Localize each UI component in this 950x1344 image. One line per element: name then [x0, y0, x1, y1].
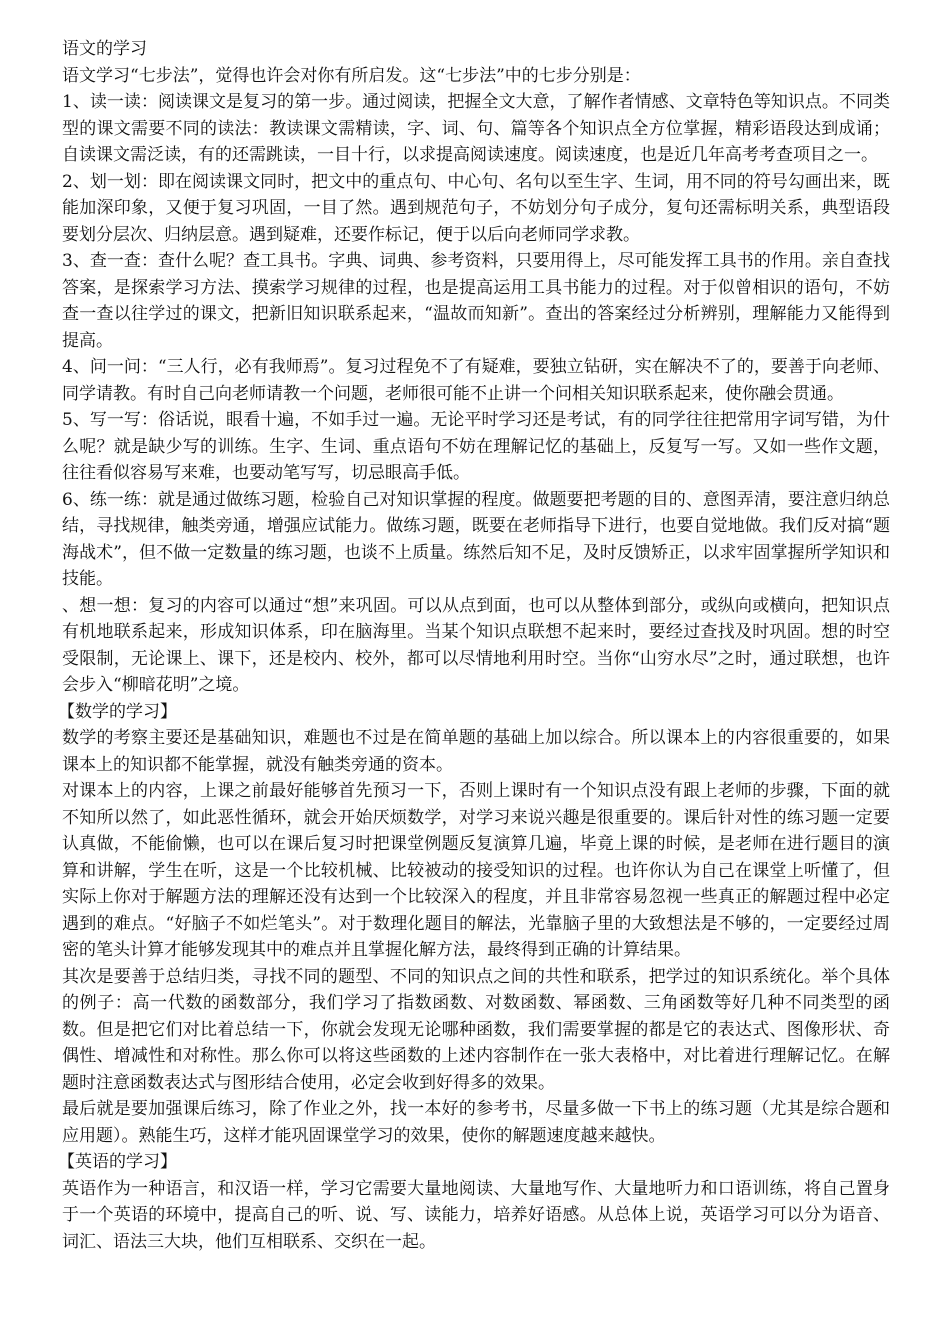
- step-lookup-paragraph: 3、查一查：查什么呢？查工具书。字典、词典、参考资料，只要用得上，尽可能发挥工具书的作用。亲自查找答案，是探索学习方法、摸索学习规律的过程，也是提高运用工具书能力的过程。对于似曾相识的语句，不妨查一查以往学过的课文，把新旧知识联系起来，“温故而知新”。查出的答案经过分析辨别，理解能力又能得到提高。: [62, 251, 890, 351]
- document-title: 语文的学习: [62, 39, 147, 59]
- math-section-heading: 【数学的学习】: [58, 701, 177, 722]
- math-paragraph: 对课本上的内容，上课之前最好能够首先预习一下，否则上课时有一个知识点没有跟上老师的步骤，下面的就不知所以然了，如此恶性循环，就会开始厌烦数学，对学习来说兴趣是很重要的。课后针对性的练习题一定要认真做，不能偷懒，也可以在课后复习时把课堂例题反复演算几遍，毕竟上课的时候，是老师在进行题目的演算和讲解，学生在听，这是一个比较机械、比较被动的接受知识的过程。也许你认为自己在课堂上听懂了，但实际上你对于解题方法的理解还没有达到一个比较深入的程度，并且非常容易忽视一些真正的解题过程中必定遇到的难点。“好脑子不如烂笔头”。对于数理化题目的解法，光靠脑子里的大致想法是不够的，一定要经过周密的笔头计算才能够发现其中的难点并且掌握化解方法，最终得到正确的计算结果。: [62, 781, 890, 960]
- document-page: [58, 36, 890, 1255]
- math-paragraph: 其次是要善于总结归类，寻找不同的题型、不同的知识点之间的共性和联系，把学过的知识系统化。举个具体的例子：高一代数的函数部分，我们学习了指数函数、对数函数、幂函数、三角函数等好几种不同类型的函数。但是把它们对比着总结一下，你就会发现无论哪种函数，我们需要掌握的都是它的表达式、图像形状、奇偶性、增减性和对称性。那么你可以将这些函数的上述内容制作在一张大表格中，对比着进行理解记忆。在解题时注意函数表达式与图形结合使用，必定会收到好得多的效果。: [62, 966, 890, 1093]
- math-paragraph: 最后就是要加强课后练习，除了作业之外，找一本好的参考书，尽量多做一下书上的练习题（尤其是综合题和应用题）。熟能生巧，这样才能巩固课堂学习的效果，使你的解题速度越来越快。: [62, 1099, 890, 1146]
- english-section-heading: 【英语的学习】: [58, 1152, 177, 1172]
- math-paragraph: 数学的考察主要还是基础知识，难题也不过是在简单题的基础上加以综合。所以课本上的内容很重要的，如果课本上的知识都不能掌握，就没有触类旁通的资本。: [62, 728, 890, 775]
- step-mark-paragraph: 2、划一划：即在阅读课文同时，把文中的重点句、中心句、名句以至生字、生词，用不同的符号勾画出来，既能加深印象，又便于复习巩固，一目了然。遇到规范句子，不妨划分句子成分，复句还需标明关系，典型语段要划分层次、归纳层意。遇到疑难，还要作标记，便于以后向老师同学求教。: [62, 171, 890, 245]
- step-ask-paragraph: 4、问一问：“三人行，必有我师焉”。复习过程免不了有疑难，要独立钻研，实在解决不了的，要善于向老师、同学请教。有时自己向老师请教一个问题，老师很可能不止讲一个问相关知识联系起来，使你融会贯通。: [62, 357, 890, 404]
- step-practice-paragraph: 6、练一练：就是通过做练习题，检验自己对知识掌握的程度。做题要把考题的目的、意图弄清，要注意归纳总结，寻找规律，触类旁通，增强应试能力。做练习题，既要在老师指导下进行，也要自觉地做。我们反对搞“题海战术”，但不做一定数量的练习题，也谈不上质量。练然后知不足，及时反馈矫正，以求牢固掌握所学知识和技能。: [62, 489, 890, 589]
- step-write-paragraph: 5、写一写：俗话说，眼看十遍，不如手过一遍。无论平时学习还是考试，有的同学往往把常用字词写错，为什么呢？就是缺少写的训练。生字、生词、重点语句不妨在理解记忆的基础上，反复写一写。又如一些作文题，往往看似容易写来难，也要动笔写写，切忌眼高手低。: [62, 410, 890, 483]
- step-read-paragraph: 1、读一读：阅读课文是复习的第一步。通过阅读，把握全文大意，了解作者情感、文章特色等知识点。不同类型的课文需要不同的读法：教读课文需精读，字、词、句、篇等各个知识点全方位掌握，精彩语段达到成诵；自读课文需泛读，有的还需跳读，一目十行，以求提高阅读速度。阅读速度，也是近几年高考考查项目之一。: [62, 92, 890, 165]
- english-paragraph: 英语作为一种语言，和汉语一样，学习它需要大量地阅读、大量地写作、大量地听力和口语训练，将自己置身于一个英语的环境中，提高自己的听、说、写、读能力，培养好语感。从总体上说，英语学习可以分为语音、词汇、语法三大块，他们互相联系、交织在一起。: [62, 1178, 890, 1252]
- step-think-paragraph: 、想一想：复习的内容可以通过“想”来巩固。可以从点到面，也可以从整体到部分，或纵向或横向，把知识点有机地联系起来，形成知识体系，印在脑海里。当某个知识点联想不起来时，要经过查找及时巩固。想的时空受限制，无论课上、课下，还是校内、校外，都可以尽情地利用时空。当你“山穷水尽”之时，通过联想，也许会步入“柳暗花明”之境。: [62, 595, 890, 695]
- intro-paragraph: 语文学习“七步法”，觉得也许会对你有所启发。这“七步法”中的七步分别是：: [62, 65, 641, 86]
